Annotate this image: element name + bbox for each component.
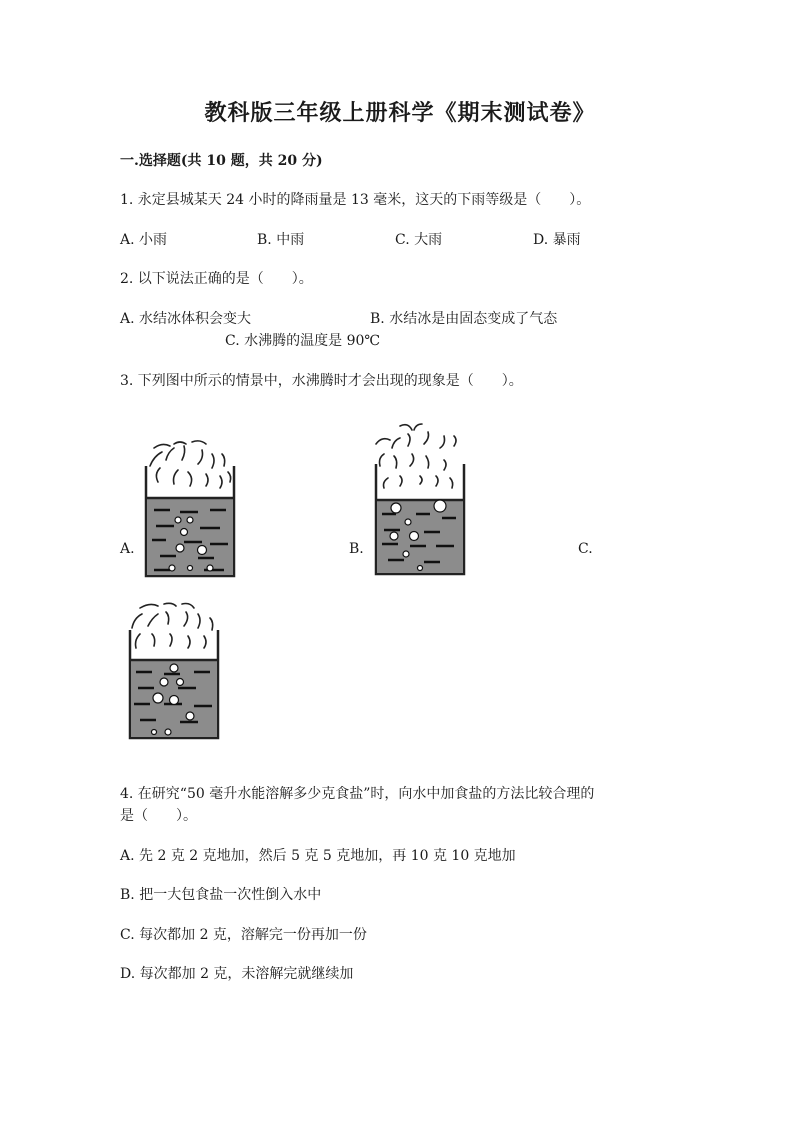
section-heading: 一.选择题(共 10 题，共 20 分) — [120, 153, 323, 169]
question-1-option-b[interactable]: B. 中雨 — [257, 232, 305, 248]
question-4-option-a[interactable]: A. 先 2 克 2 克地加，然后 5 克 5 克地加，再 10 克 10 克地加 — [120, 848, 516, 864]
question-2-option-c[interactable]: C. 水沸腾的温度是 90℃ — [225, 333, 381, 349]
beaker-figure-c[interactable] — [124, 596, 224, 744]
question-1-option-a[interactable]: A. 小雨 — [120, 232, 168, 248]
question-2-option-b[interactable]: B. 水结冰是由固态变成了气态 — [370, 311, 558, 327]
question-3-stem: 3. 下列图中所示的情景中，水沸腾时才会出现的现象是（ ）。 — [120, 373, 523, 389]
beaker-figure-a[interactable] — [140, 430, 240, 580]
question-3-option-b-label[interactable]: B. — [349, 541, 364, 557]
question-2-option-a[interactable]: A. 水结冰体积会变大 — [120, 311, 252, 327]
question-3-option-c-label[interactable]: C. — [578, 541, 593, 557]
question-1-stem: 1. 永定县城某天 24 小时的降雨量是 13 毫米，这天的下雨等级是（ ）。 — [120, 192, 591, 208]
question-4-option-d[interactable]: D. 每次都加 2 克，未溶解完就继续加 — [120, 966, 354, 982]
page-title: 教科版三年级上册科学《期末测试卷》 — [204, 100, 596, 126]
question-4-option-c[interactable]: C. 每次都加 2 克，溶解完一份再加一份 — [120, 927, 367, 943]
question-3-option-a-label[interactable]: A. — [120, 541, 135, 557]
question-4-stem-line-2: 是（ ）。 — [120, 808, 197, 824]
beaker-figure-b[interactable] — [370, 418, 470, 583]
question-2-stem: 2. 以下说法正确的是（ ）。 — [120, 271, 313, 287]
question-1-option-c[interactable]: C. 大雨 — [395, 232, 443, 248]
question-4-option-b[interactable]: B. 把一大包食盐一次性倒入水中 — [120, 887, 322, 903]
question-1-option-d[interactable]: D. 暴雨 — [533, 232, 581, 248]
question-4-stem-line-1: 4. 在研究“50 毫升水能溶解多少克食盐”时，向水中加食盐的方法比较合理的 — [120, 786, 595, 802]
